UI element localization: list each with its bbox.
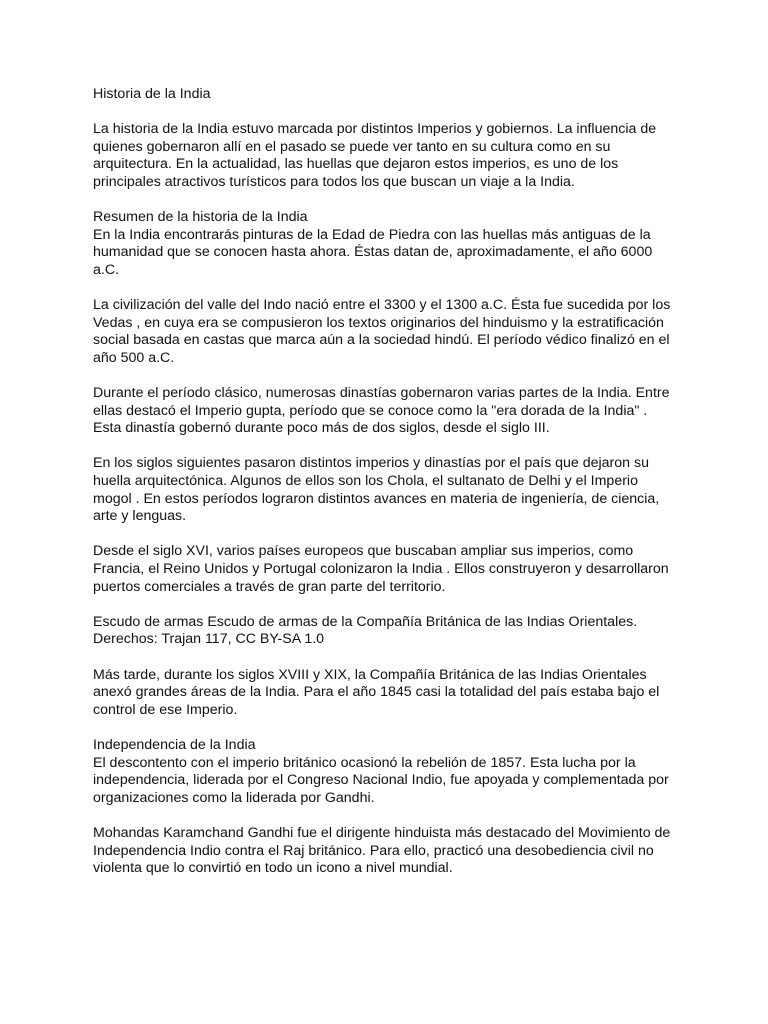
text-line: puertos comerciales a través de gran parte del territorio. [93, 578, 446, 595]
text-line: organizaciones como la liderada por Gandhi. [93, 789, 375, 806]
text-line: a.C. [93, 261, 120, 278]
paragraph-siglos [93, 455, 673, 525]
text-line: El descontento con el imperio británico ocasionó la rebelión de 1857. Esta lucha por la [93, 754, 636, 771]
paragraph-indo [93, 297, 673, 367]
paragraph-gandhi [93, 825, 673, 878]
text-line: Esta dinastía gobernó durante poco más de dos siglos, desde el siglo III. [93, 420, 550, 437]
text-line: huella arquitectónica. Algunos de ellos son los Chola, el sultanato de Delhi y el Imperio [93, 473, 638, 490]
text-line: arquitectura. En la actualidad, las huellas que dejaron estos imperios, es uno de los [93, 156, 619, 173]
text-line: Desde el siglo XVI, varios países europeos que buscaban ampliar sus imperios, como [93, 543, 634, 560]
text-line: Durante el período clásico, numerosas dinastías gobernaron varias partes de la India. Entre [93, 385, 670, 402]
paragraph-intro [93, 121, 673, 191]
text-line: control de ese Imperio. [93, 701, 238, 718]
text-line: social basada en castas que marca aún a la sociedad hindú. El período védico finalizó en el [93, 332, 670, 349]
text-line: Francia, el Reino Unidos y Portugal colonizaron la India . Ellos construyeron y desarrollaron [93, 561, 669, 578]
text-line: Mohandas Karamchand Gandhi fue el dirigente hinduista más destacado del Movimiento de [93, 824, 671, 841]
document-title [93, 86, 673, 104]
text-line: año 500 a.C. [93, 349, 175, 366]
text-line: En los siglos siguientes pasaron distintos imperios y dinastías por el país que dejaron su [93, 455, 649, 472]
text-line: Vedas , en cuya era se compusieron los textos originarios del hinduismo y la estratificación [93, 314, 664, 331]
text-line: Derechos: Trajan 117, CC BY-SA 1.0 [93, 631, 325, 648]
text-line: humanidad que se conocen hasta ahora. Éstas datan de, aproximadamente, el año 6000 [93, 244, 653, 261]
text-line: violenta que lo convirtió en todo un icono a nivel mundial. [93, 860, 453, 877]
text-line: anexó grandes áreas de la India. Para el año 1845 casi la totalidad del país estaba bajo el [93, 684, 660, 701]
section-heading: Independencia de la India [93, 736, 256, 753]
text-line: ellas destacó el Imperio gupta, período que se conoce como la "era dorada de la India" . [93, 402, 648, 419]
text-line: En la India encontrarás pinturas de la Edad de Piedra con las huellas más antiguas de la [93, 226, 651, 243]
section-independencia [93, 737, 673, 807]
document-page [93, 86, 673, 895]
text-line: principales atractivos turísticos para todos los que buscan un viaje a la India. [93, 173, 575, 190]
text-line: quienes gobernaron allí en el pasado se puede ver tanto en su cultura como en su [93, 138, 611, 155]
paragraph-escudo-caption [93, 614, 673, 649]
text-line: Más tarde, durante los siglos XVIII y XIX, la Compañía Británica de las Indias Orientales [93, 666, 647, 683]
paragraph-clasico [93, 385, 673, 438]
section-resumen [93, 209, 673, 279]
text-line: independencia, liderada por el Congreso Nacional Indio, fue apoyada y complementada por [93, 772, 669, 789]
section-heading: Resumen de la historia de la India [93, 209, 308, 226]
title-line: Historia de la India [93, 86, 211, 102]
text-line: La civilización del valle del Indo nació entre el 3300 y el 1300 a.C. Ésta fue sucedida por los [93, 297, 671, 314]
text-line: La historia de la India estuvo marcada por distintos Imperios y gobiernos. La influencia de [93, 121, 657, 138]
paragraph-xvi [93, 543, 673, 596]
paragraph-xviii [93, 667, 673, 720]
text-line: Escudo de armas Escudo de armas de la Compañía Británica de las Indias Orientales. [93, 613, 638, 630]
text-line: mogol . En estos períodos lograron distintos avances en materia de ingeniería, de ciencia, [93, 490, 660, 507]
text-line: arte y lenguas. [93, 508, 187, 525]
text-line: Independencia Indio contra el Raj británico. Para ello, practicó una desobediencia civil no [93, 842, 654, 859]
